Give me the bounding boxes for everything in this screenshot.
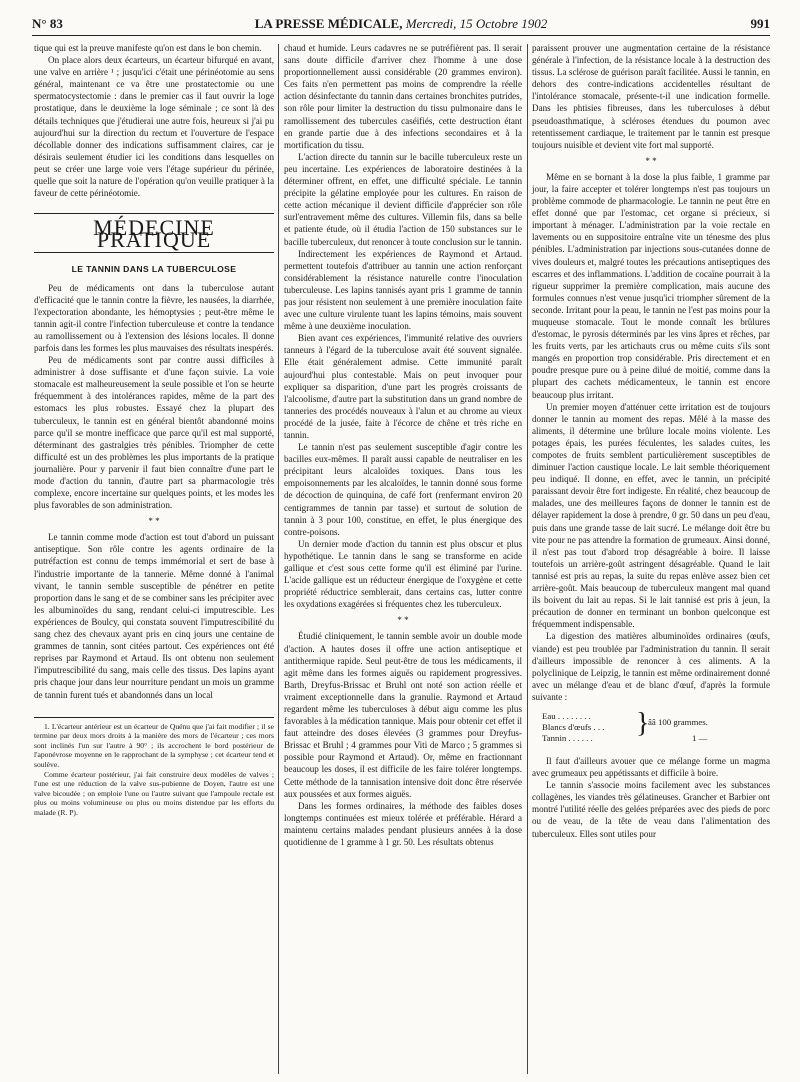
journal-title [32,16,770,32]
section-separator: * * [397,615,409,626]
paragraph: La digestion des matières albuminoïdes ordinaires (œufs, viande) est peu troublée par l'administration du tannin. Il serait d'ailleurs impossible de renoncer à ces aliments. A la polyclinique de Leipzig, le tannin est même ordinairement donné avec un mélange d'eau et de blanc d'œuf, d'après la formule suivante : [532,631,770,702]
paragraph: L'action directe du tannin sur le bacille tuberculeux reste un peu incertaine. Les expériences de laboratoire destinées à la déterminer offrent, en effet, une difficulté spéciale. Le tannin précipite la gélatine employée pour les cultures. En raison de cette action mécanique il devient difficile d'apprécier son rôle surl'entravement même des cultures. Villemin fils, dans sa belle et patiente étude, où il étudia l'action de 150 substances sur le bacille tuberculeux, dut renoncer à toute conclusion sur le tannin. [284,151,522,247]
page-number: 991 [750,16,770,31]
formula-ingredient: Blancs d'œufs . . . [542,721,605,732]
column-divider [278,44,279,1074]
paragraph: Le tannin n'est pas seulement susceptible d'agir contre les bacilles eux-mêmes. Il paraît aussi capable de neutraliser en les précipitant leurs alcaloïdes toxiques. Dans tous les empoisonnements par les alcaloïdes, le tannin donné sous forme de décoction de quinquina, de café fort (renfermant environ 20 centigrammes de tannin par tasse) et surtout de solution de tannin à 3 pour 100, constitue, en effet, le plus énergique des contre-poisons. [284,442,522,537]
issue-date: Mercredi, 15 Octobre 1902 [405,16,548,31]
page-header [32,14,770,36]
paragraph: Un premier moyen d'atténuer cette irritation est de toujours donner le tannin au moment des repas. Mêlé à la masse des aliments, il détermine une brûlure locale moins violente. Les potages épais, les purées féculentes, les salades cuites, les compotes de fruits semblent particulièrement susceptibles de diminuer l'action caustique locale. Le lait semble théoriquement peu indiqué. Il donne, en effet, avec le tannin, un précipité paraissant devoir être fort indigeste. En réalité, chez beaucoup de malades, une des meilleures façons de donner le tannin est de délayer rapidement la dose à prendre, 0 gr. 50 dans un peu d'eau, puis dans une grande tasse de lait sucré. Le mélange doit être bu vite pour ne pas attendre la formation de grumeaux. Ainsi donné, il n'est pas tout d'abord trop désagréable à boire. Il laisse toutefois un arrière-goût astringent désagréable. Quand le lait tannisé est pris au repas, la suite du repas enlève assez bien cet arrière-goût. Mais beaucoup de tuberculeux mangent mal quand ils boivent du lait au repas. Si le lait tannisé est pris à jeun, la précaution de donner en terminant un bonbon quelconque est fréquemment indispensable. [532,401,770,630]
paragraph: paraissent prouver une augmentation certaine de la résistance générale à l'infection, de la résistance locale à la destruction des tissus. La sclérose de guérison paraît facilitée. Aussi le tannin, en dehors des contre-indications accidentelles résultant de l'intolérance stomacale, présente-t-il une indication formelle. Dans les phtisies fibreuses, dans les tuberculoses à début pseudoasthmatique, à scléroses étendues du poumon avec retentissement cardiaque, le traitement par le tannin est presque toujours nuisible et devient vite fort mal supporté. [532,43,770,150]
journal-name: LA PRESSE MÉDICALE, [254,16,403,31]
paragraph: On place alors deux écarteurs, un écarteur bifurqué en avant, une valve en arrière ¹ ; jusqu'ici c'était une périnéotomie au sens général, maintenant ce va être une prostatectomie ou une spermatocystectomie : dans le premier cas il faut ouvrir la loge prostatique, dans le deuxième la loge séminale ; ce sont là des détails techniques que j'étudierai une autre fois, heureux si j'ai pu aujourd'hui sur la direction du rectum et l'ouverture de l'espace décollable donner des indications suffisamment claires, car je désirais seulement étudier ici les conditions dans lesquelles on peut se créer une large voie vers l'étage supérieur du périnée, quelle que soit la nature de l'opération qu'on veuille pratiquer à la faveur de cette périnéotomie. [34,55,274,199]
section-separator: * * [645,155,657,166]
formula-ingredient: Eau . . . . . . . . [542,710,591,721]
formula [542,707,770,747]
paragraph: Le tannin comme mode d'action est tout d'abord un puissant antiseptique. Son rôle contre les agents ordinaire de la putréfaction est connu de temps immémorial et sert de base à l'industrie importante de la tannerie. Même donné à l'animal vivant, le tannin semble susceptible de pénétrer en petite proportion dans le sang et de se combiner sans les précipiter avec les albuminoïdes du sang, rendant celui-ci imputrescible. Les expériences de Boulcy, qui constata souvent l'imputrescibilité du sang chez des chevaux ayant pris en cinq jours une centaine de grammes de tannin, sont citées partout. Ces expériences ont été reprises par Raymond et Artaud. Ils ont obtenu non seulement l'imputrescibilité du sang, mais celle des tissus. Des lapins ayant pris chaque jour dans leur nourriture pendant un mois un gramme de tannin furent tués et abandonnés dans un local [34,532,274,700]
paragraph: Étudié cliniquement, le tannin semble avoir un double mode d'action. A hautes doses il offre une action antiseptique et antithermique rapide. Seul peut-être de tous les médicaments, il agit même dans les formes aiguës ou rapidement progressives. Barth, Dreyfus-Brissac et Bruhl ont noté son action réelle et vraiment exceptionnelle dans la granulie. Raymond et Artaud regardent même les tuberculoses à début aigu comme les plus favorables à la médication tannique. Mais pour obtenir cet effet il faut atteindre des doses élevées (3 grammes pour Dreyfus-Brissac et Bruhl ; 4 grammes pour Viti de Marco ; 5 grammes si possible pour Raymond et Artaud). Or, même en fractionnant beaucoup les doses, il est difficile de les faire tolérer longtemps. Cette méthode de la tannisation intensive doit donc être réservée aux poussées et aux formes aiguës. [284,631,522,799]
column-2 [284,42,522,848]
paragraph: chaud et humide. Leurs cadavres ne se putréfièrent pas. Il serait sans doute difficile d'arriver chez l'homme à une dose proportionnellement aussi considérable (20 grammes environ). Ces faits n'en permettent pas moins de comprendre la réelle action désinfectante du tannin dans certaines bronchites putrides, son rôle pour limiter la destruction du tissu pulmonaire dans le ramollissement des tubercules caséifiés, cette destruction étant en grande partie due à des infections secondaires et à la mortification du tissu. [284,43,522,150]
formula-ingredient: Tannin . . . . . . [542,732,593,743]
paragraph: Le tannin s'associe moins facilement avec les substances collagènes, les viandes très gélatineuses. Grancher et Barbier ont montré l'utilité réelle des gelées préparées avec des pieds de porc ou de veau, de la tête de veau dans l'alimentation des tuberculeux. Elles sont utiles pour [532,780,770,839]
footnote: Comme écarteur postérieur, j'ai fait construire deux modèles de valves ; l'une est une réduction de la valve sus-pubienne de Doyen, l'autre est une valve bicoudée ; on emploie l'une ou l'autre suivant que l'ampoule rectale est plus ou moins volumineuse ou plus ou moins distendue par les efforts du malade (R. P). [34,769,274,817]
paragraph: tique qui est la preuve manifeste qu'on est dans le bon chemin. [34,43,262,53]
paragraph: Peu de médicaments sont par contre aussi difficiles à administrer à dose suffisante et d'une façon suivie. La voie stomacale est malheureusement la seule possible et l'on se heurte fréquemment à des intolérances rapides, même de la part des estomacs les plus robustes. Essayé chez la plupart des tuberculeux, le tannin est en général bientôt abandonné moins parce qu'il se montre inefficace que parce qu'il est mal supporté, déterminant des gastralgies très pénibles. Triompher de cette difficulté est un des problèmes les plus importants de la pratique journalière. Pour y parvenir il faut bien connaître d'une part le mode d'action du tannin, d'autre part sa pharmacologie très complexe, encore incertaine sur quelques points, et les modes les plus favorables de son administration. [34,355,274,511]
article-title: LE TANNIN DANS LA TUBERCULOSE [71,264,237,275]
paragraph: Bien avant ces expériences, l'immunité relative des ouvriers tanneurs à l'égard de la tuberculose avait été souvent signalée. Elle était généralement admise. Cette immunité paraît aujourd'hui plus contestable. Mais on peut invoquer pour expliquer sa disparition, d'une part les progrès croissants de l'alcoolisme, d'autre part la substitution dans un grand nombre de tanneries des procédés nouveaux à l'alun et au chrome au vieux procédé de la jusée, faite à l'écorce de chêne et très riche en tannin. [284,333,522,440]
paragraph: Il faut d'ailleurs avouer que ce mélange forme un magma avec grumeaux peu appétissants et difficile à boire. [532,755,770,779]
paragraph: Un dernier mode d'action du tannin est plus obscur et plus hypothétique. Le tannin dans le sang se transforme en acide gallique et c'est sous cette forme qu'il est éliminé par l'urine. L'acide gallique est un réducteur énergique de l'oxygène et cette propriété réductrice semblerait, dans certains cas, lutter contre les oxydations exagérées si fréquentes chez les tuberculeux. [284,538,522,610]
section-separator: * * [148,516,160,527]
issue-number: N° 83 [32,16,63,31]
paragraph: Indirectement les expériences de Raymond et Artaud. permettent toutefois d'attribuer au tannin une action renforçant considérablement la résistance naturelle contre l'inoculation tuberculeuse. Les lapins tannisés ayant pris 1 gramme de tannin pas jour résistent non seulement à une première inoculation faite avec une culture virulente tuant les lapins témoins, mais souvent même à une deuxième inoculation. [284,248,522,332]
footnote: 1. L'écarteur antérieur est un écarteur de Quénu que j'ai fait modifier ; il se termine par deux mors droits à la manière des mors de l'écarteur ; ces mors sont inclinés l'un sur l'autre à 90° ; ils accrochent le bord postérieur de l'aponévrose moyenne en le rapprochant de la symphyse ; cet écarteur tend et soulève. [34,721,274,769]
column-divider [527,44,528,1074]
formula-quantity: 1 — [692,732,708,743]
formula-quantity: ââ 100 grammes. [648,716,708,727]
paragraph: Peu de médicaments ont dans la tuberculose autant d'efficacité que le tannin contre la fièvre, les nausées, la diarrhée, l'expectoration abondante, les hémoptysies ; peut-être même le tannin agit-il contre l'infection tuberculeuse et contre la tendance au ramollissement ou à l'extension des lésions locales. Il donne parfois dans les formes les plus mauvaises des résultats inespérés. [34,282,274,353]
paragraph: Dans les formes ordinaires, la méthode des faibles doses longtemps continuées est mieux tolérée et préférable. Hérard a maintenu certains malades pendant plusieurs années à la dose quotidienne de 1 gramme à 1 gr. 50. Les résultats obtenus [284,800,522,847]
section-title: MÉDECINE PRATIQUE [34,213,274,253]
paragraph: Même en se bornant à la dose la plus faible, 1 gramme par jour, la faire accepter et tolérer longtemps n'est pas toujours un problème commode de pharmacologie. Le tannin ne peut être en effet donné que par l'estomac, cet organe si précieux, si important à ménager. L'administration par la voie rectale en lavements ou en suppositoire entraîne vite un ténesme des plus pénibles. L'administration par injections sous-cutanées donne de vives douleurs et, malgré toutes les précautions antiseptiques des escarres et des inflammations. L'addition de cocaïne pourrait à la rigueur supprimer la première complication, mais aucune des formules connues n'est venue jusqu'ici triompher sûrement de la seconde. Irritant pour la peau, le tannin ne l'est pas moins pour la muqueuse stomacale. Tout le monde connaît les brûlures d'estomac, le pyrosis déterminés par les vins âpres et rêches, par les fruits verts, par les artichauts crus ou même cuits s'ils sont mangés en proportion trop considérable. Pris directement et en poudre presque pure ou à peine dilué de moitié, comme dans la plupart des cachets médicamenteux, le tannin est encore beaucoup plus irritant. [532,171,770,400]
column-1 [34,42,274,818]
column-3 [532,42,770,840]
brace-icon: } [636,707,650,739]
footnotes [34,717,274,818]
